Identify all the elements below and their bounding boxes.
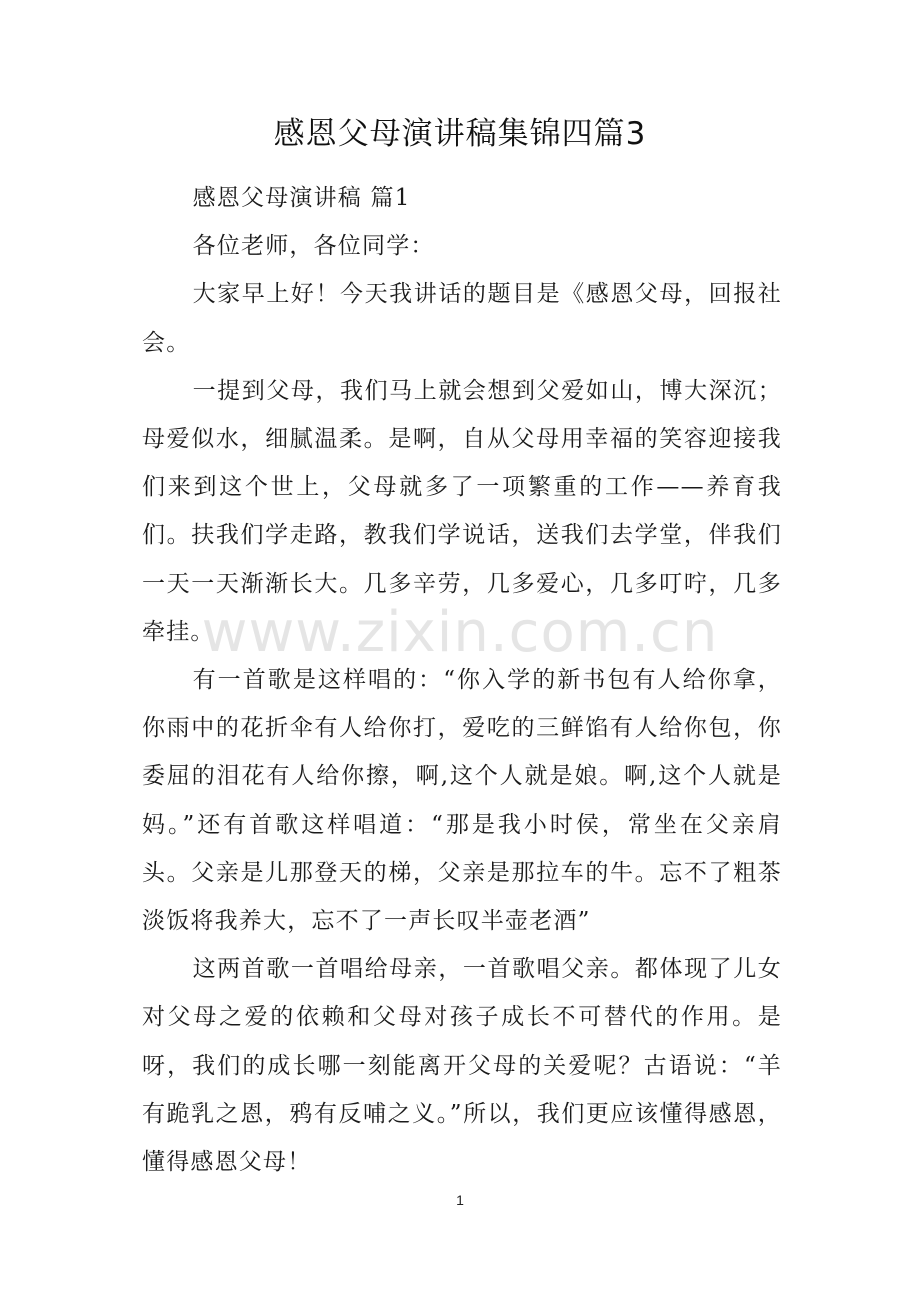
document-title: 感恩父母演讲稿集锦四篇3: [273, 116, 647, 152]
paragraph: 一提到父母，我们马上就会想到父爱如山，博大深沉；母爱似水，细腻温柔。是啊，自从父母用幸福的笑容迎接我们来到这个世上，父母就多了一项繁重的工作——养育我们。扶我们学走路，教我们学说话，送我们去学堂，伴我们一天一天渐渐长大。几多辛劳，几多爱心，几多叮咛，几多牵挂。: [142, 377, 782, 645]
paragraph: 大家早上好！今天我讲话的题目是《感恩父母，回报社会。: [142, 281, 782, 356]
paragraph: 这两首歌一首唱给母亲，一首歌唱父亲。都体现了儿女对父母之爱的依赖和父母对孩子成长不可替代的作用。是呀，我们的成长哪一刻能离开父母的关爱呢？古语说：“羊有跪乳之恩，鸦有反哺之义。”所以，我们更应该懂得感恩，懂得感恩父母！: [142, 956, 782, 1176]
document-body: [142, 174, 782, 1186]
page-number: 1: [456, 1192, 464, 1208]
watermark-text: www.zixin.com.cn: [201, 600, 719, 665]
paragraph: 有一首歌是这样唱的：“你入学的新书包有人给你拿，你雨中的花折伞有人给你打，爱吃的三鲜馅有人给你包，你委屈的泪花有人给你擦，啊,这个人就是娘。啊,这个人就是妈。”还有首歌这样唱道：“那是我小时侯，常坐在父亲肩头。父亲是儿那登天的梯，父亲是那拉车的牛。忘不了粗茶淡饭将我养大，忘不了一声长叹半壶老酒”: [142, 667, 782, 935]
salutation: 各位老师，各位同学：: [192, 233, 435, 260]
section-heading: 感恩父母演讲稿 篇1: [192, 185, 411, 211]
